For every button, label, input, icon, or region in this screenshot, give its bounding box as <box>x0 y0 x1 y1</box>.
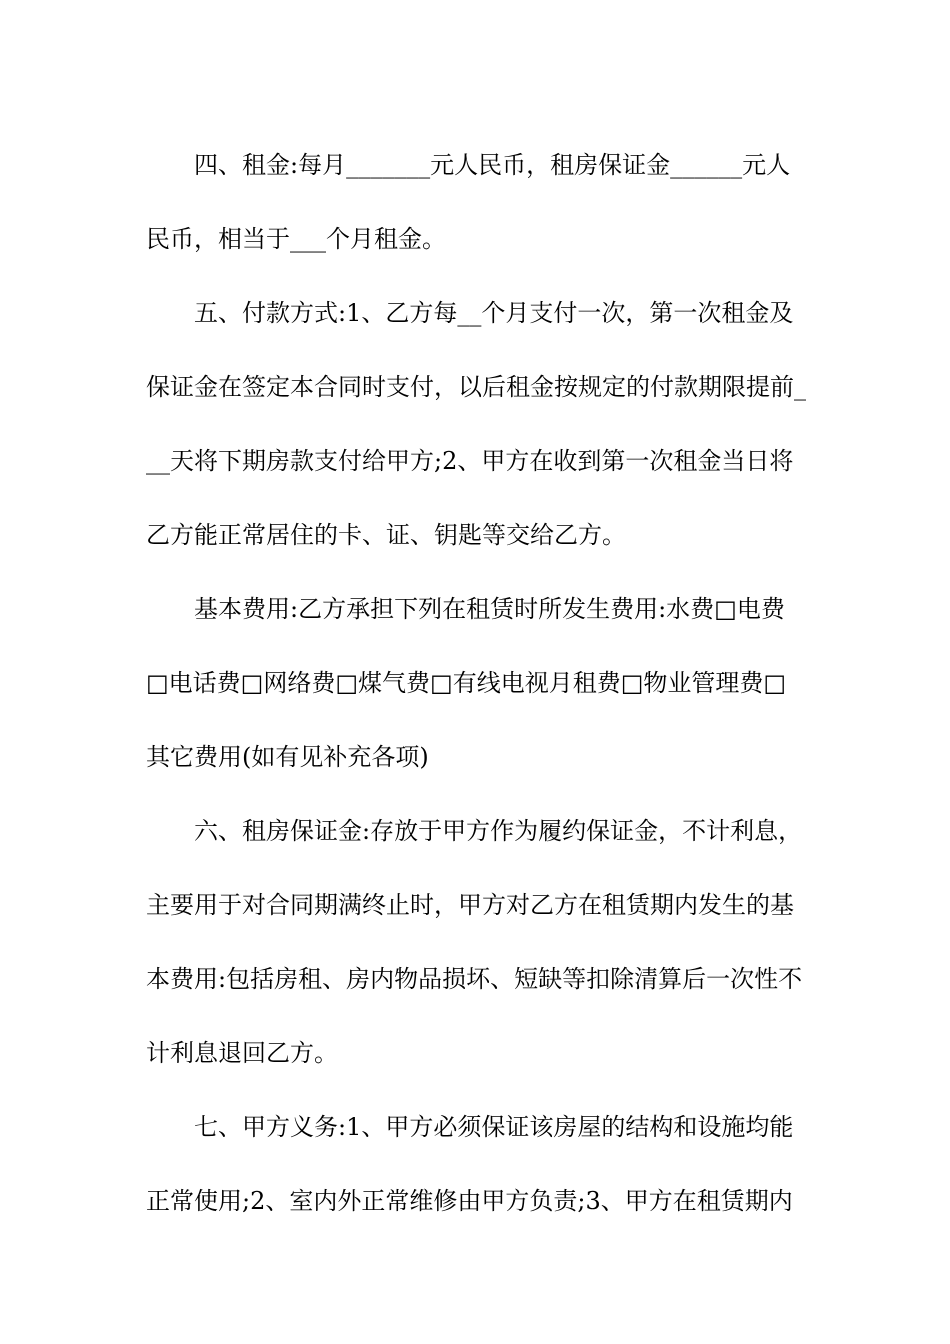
text-line: 保证金在签定本合同时支付，以后租金按规定的付款期限提前_ <box>146 373 806 401</box>
text-line: __天将下期房款支付给甲方;2、甲方在收到第一次租金当日将 <box>146 447 794 475</box>
text-line: □电话费□网络费□煤气费□有线电视月租费□物业管理费□ <box>146 669 787 697</box>
text-line: 基本费用:乙方承担下列在租赁时所发生费用:水费□电费 <box>194 595 785 623</box>
contract-text <box>146 128 806 1238</box>
text-line: 其它费用(如有见补充各项) <box>146 743 429 771</box>
text-line: 四、租金:每月_______元人民币，租房保证金______元人 <box>194 151 791 179</box>
text-line: 正常使用;2、室内外正常维修由甲方负责;3、甲方在租赁期内 <box>146 1187 793 1215</box>
text-line: 乙方能正常居住的卡、证、钥匙等交给乙方。 <box>146 521 626 549</box>
text-line: 计利息退回乙方。 <box>146 1039 338 1067</box>
text-line: 本费用:包括房租、房内物品损坏、短缺等扣除清算后一次性不 <box>146 965 803 993</box>
text-line: 民币，相当于___个月租金。 <box>146 225 446 253</box>
text-line: 主要用于对合同期满终止时，甲方对乙方在租赁期内发生的基 <box>146 891 794 919</box>
text-line: 六、租房保证金:存放于甲方作为履约保证金，不计利息， <box>194 817 803 845</box>
text-line: 五、付款方式:1、乙方每__个月支付一次，第一次租金及 <box>194 299 794 327</box>
text-line: 七、甲方义务:1、甲方必须保证该房屋的结构和设施均能 <box>194 1113 794 1141</box>
